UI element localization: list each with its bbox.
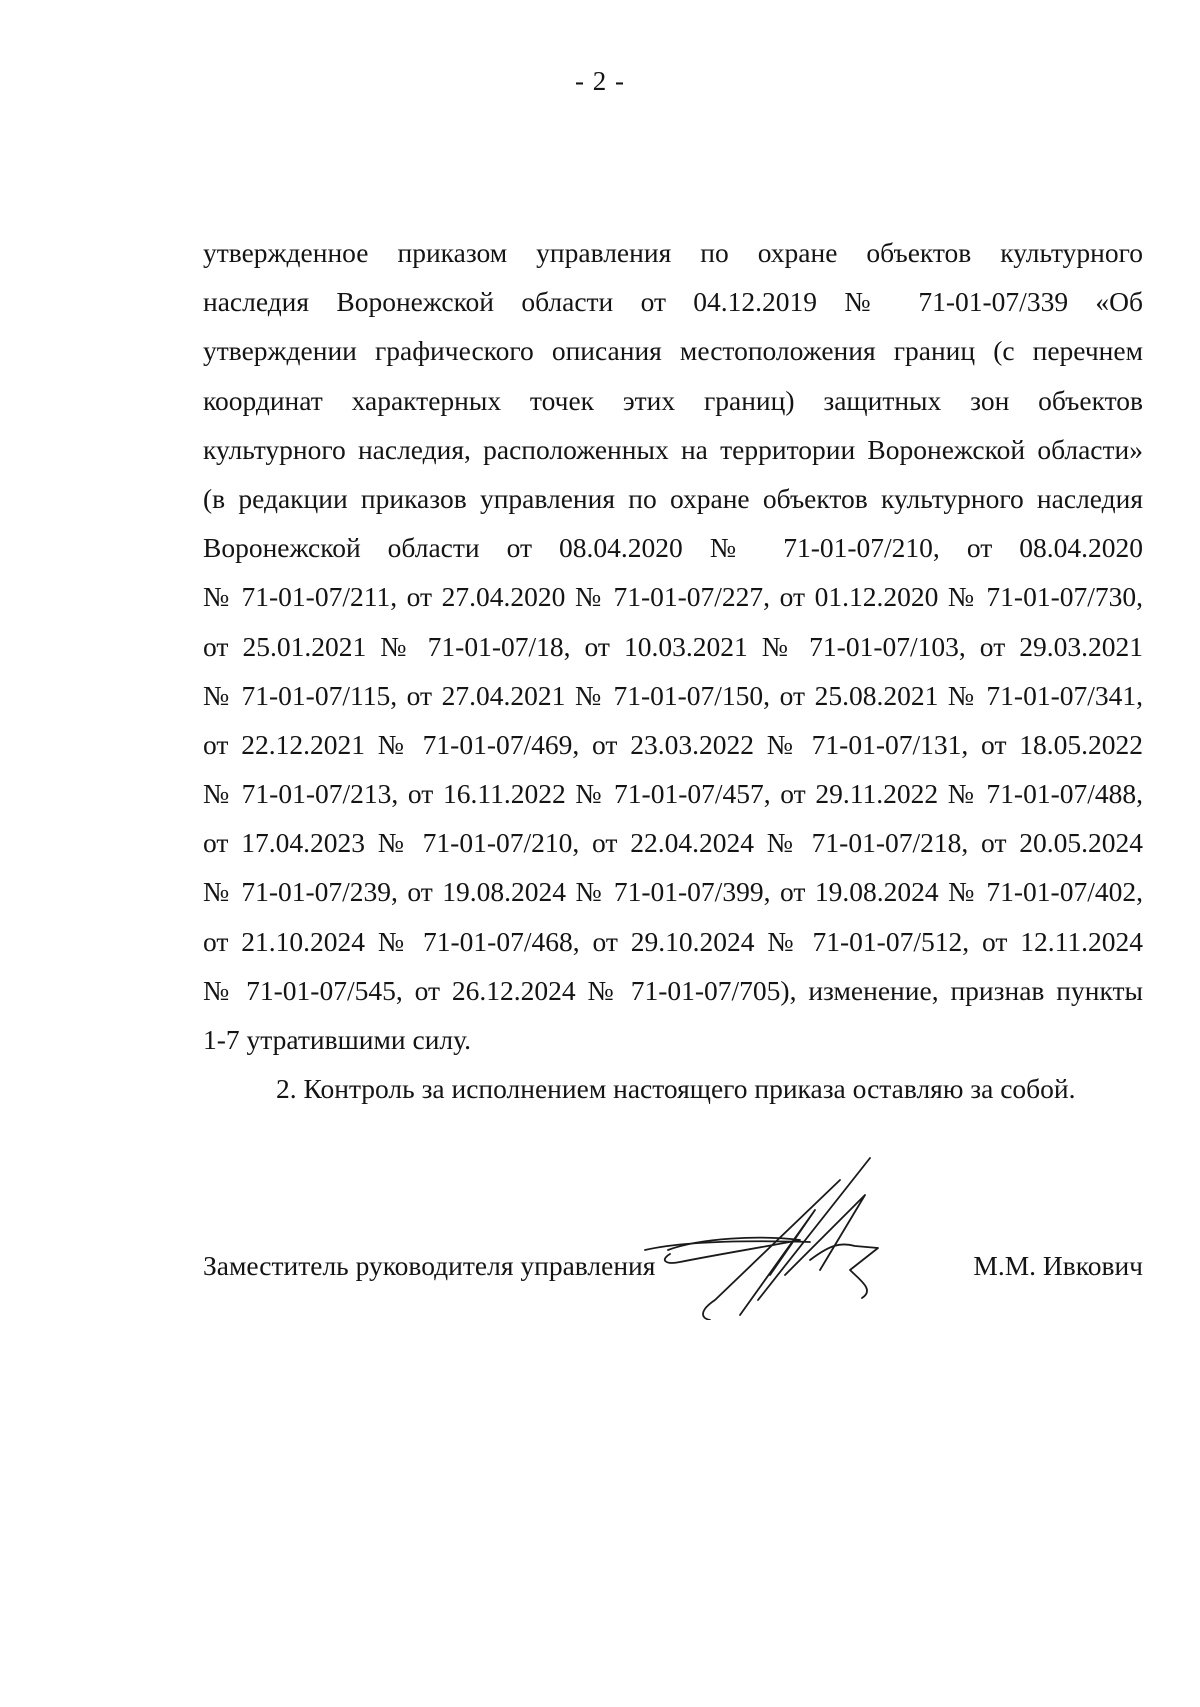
paragraph-line: от 22.12.2021 № 71-01-07/469, от 23.03.2022 № 71-01-07/131, от 18.05.2022 bbox=[203, 728, 1143, 760]
clause-2: 2. Контроль за исполнением настоящего приказа оставляю за собой. bbox=[276, 1073, 1076, 1104]
signatory-position: Заместитель руководителя управления bbox=[203, 1250, 656, 1281]
paragraph-line: (в редакции приказов управления по охране объектов культурного наследия bbox=[203, 482, 1143, 514]
paragraph-line: координат характерных точек этих границ) защитных зон объектов bbox=[203, 384, 1143, 416]
paragraph-line: культурного наследия, расположенных на территории Воронежской области» bbox=[203, 433, 1143, 465]
paragraph-line: утвержденное приказом управления по охране объектов культурного bbox=[203, 237, 1143, 268]
paragraph-line: № 71-01-07/213, от 16.11.2022 № 71-01-07/457, от 29.11.2022 № 71-01-07/488, bbox=[203, 778, 1143, 810]
paragraph-line: Воронежской области от 08.04.2020 № 71-01-07/210, от 08.04.2020 bbox=[203, 532, 1143, 564]
page-number: - 2 - bbox=[575, 66, 625, 96]
paragraph-1-continuation bbox=[203, 228, 1143, 1064]
paragraph-line: № 71-01-07/115, от 27.04.2021 № 71-01-07/150, от 25.08.2021 № 71-01-07/341, bbox=[203, 679, 1143, 711]
paragraph-line: от 21.10.2024 № 71-01-07/468, от 29.10.2024 № 71-01-07/512, от 12.11.2024 bbox=[203, 925, 1143, 957]
paragraph-line: от 17.04.2023 № 71-01-07/210, от 22.04.2024 № 71-01-07/218, от 20.05.2024 bbox=[203, 827, 1143, 859]
paragraph-line: № 71-01-07/545, от 26.12.2024 № 71-01-07/705), изменение, признав пункты bbox=[203, 974, 1143, 1006]
paragraph-line: наследия Воронежской области от 04.12.2019 № 71-01-07/339 «Об bbox=[203, 286, 1143, 318]
paragraph-line: 1-7 утратившими силу. bbox=[203, 1024, 472, 1055]
signatory-name: М.М. Ивкович bbox=[973, 1250, 1143, 1281]
paragraph-line: от 25.01.2021 № 71-01-07/18, от 10.03.2021 № 71-01-07/103, от 29.03.2021 bbox=[203, 630, 1143, 662]
handwritten-signature bbox=[640, 1150, 940, 1320]
paragraph-line: № 71-01-07/239, от 19.08.2024 № 71-01-07/399, от 19.08.2024 № 71-01-07/402, bbox=[203, 876, 1143, 908]
paragraph-line: утверждении графического описания местоположения границ (с перечнем bbox=[203, 335, 1143, 367]
paragraph-line: № 71-01-07/211, от 27.04.2020 № 71-01-07/227, от 01.12.2020 № 71-01-07/730, bbox=[203, 581, 1143, 613]
